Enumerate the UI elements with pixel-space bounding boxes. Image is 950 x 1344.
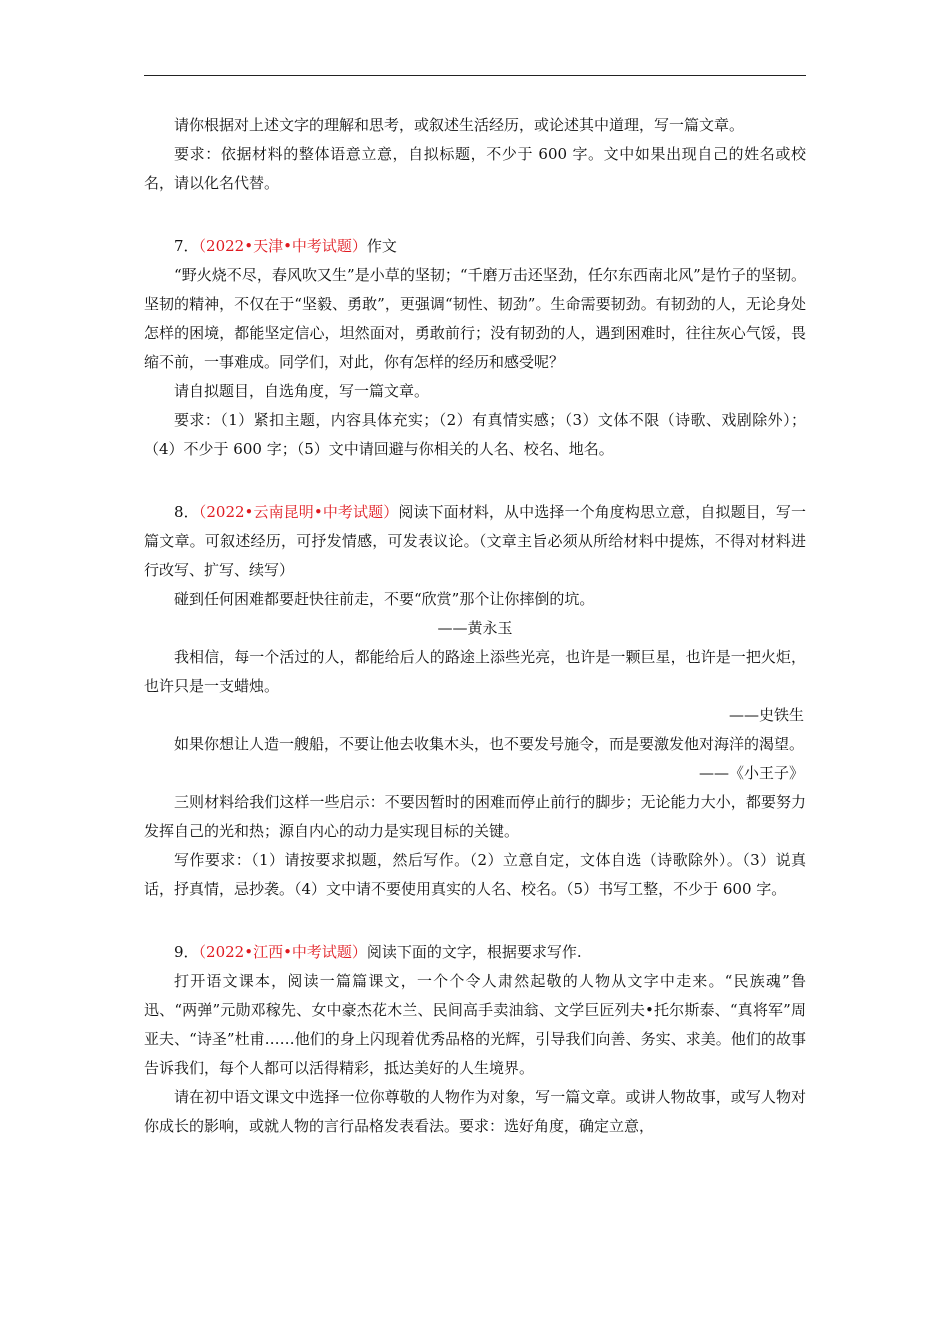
question-8-attribution-1: ——黄永玉 (437, 619, 513, 637)
header-rule (144, 75, 806, 76)
question-9-paragraph-1: 打开语文课本，阅读一篇篇课文，一个个令人肃然起敬的人物从文字中走来。“民族魂”鲁迅、“两弹”元勋邓稼先、女中豪杰花木兰、民间高手卖油翁、文学巨匠列夫•托尔斯泰、“真将军”周亚夫、“诗圣”杜甫……他们的身上闪现着优秀品格的光辉，引导我们向善、务实、求美。他们的故事告诉我们，每个人都可以活得精彩，抵达美好的人生境界。 (144, 972, 806, 1077)
document-body (144, 111, 806, 1141)
question-8-attribution-2: ——史铁生 (728, 706, 804, 724)
intro-paragraph-1: 请你根据对上述文字的理解和思考，或叙述生活经历，或论述其中道理，写一篇文章。 (174, 116, 745, 134)
question-8-requirements: 写作要求：（1）请按要求拟题，然后写作。（2）立意自定，文体自选（诗歌除外）。（3）说真话，抒真情，忌抄袭。（4）文中请不要使用真实的人名、校名。（5）书写工整，不少于 600 字。 (144, 851, 806, 898)
question-7-heading (144, 232, 806, 261)
question-7-source: （2022•天津•中考试题） (198, 237, 367, 255)
question-8-quote-3: 如果你想让人造一艘船，不要让他去收集木头，也不要发号施令，而是要激发他对海洋的渴望。 (174, 735, 805, 753)
question-8-title: 阅读下面材料，从中选择一个角度构思立意，自拟题目，写一篇文章。可叙述经历，可抒发情感，可发表议论。（文章主旨必须从所给材料中提炼，不得对材料进行改写、扩写、续写） (144, 503, 806, 579)
question-9-source: （2022•江西•中考试题） (198, 943, 367, 961)
question-8-number: 8． (174, 503, 199, 521)
question-9-title: 阅读下面的文字，根据要求写作. (366, 943, 582, 961)
question-7-paragraph-1: “野火烧不尽，春风吹又生”是小草的坚韧；“千磨万击还坚劲，任尔东西南北风”是竹子的坚韧。坚韧的精神，不仅在于“坚毅、勇敢”，更强调“韧性、韧劲”。生命需要韧劲。有韧劲的人，无论身处怎样的困境，都能坚定信心，坦然面对，勇敢前行；没有韧劲的人，遇到困难时，往往灰心气馁，畏缩不前，一事难成。同学们，对此，你有怎样的经历和感受呢？ (144, 266, 806, 371)
question-8-quote-2: 我相信，每一个活过的人，都能给后人的路途上添些光亮，也许是一颗巨星，也许是一把火炬，也许只是一支蜡烛。 (144, 648, 806, 695)
question-9-paragraph-2: 请在初中语文课文中选择一位你尊敬的人物作为对象，写一篇文章。或讲人物故事，或写人物对你成长的影响，或就人物的言行品格发表看法。要求：选好角度，确定立意， (144, 1088, 806, 1135)
question-8-heading (144, 498, 806, 585)
question-8-summary: 三则材料给我们这样一些启示：不要因暂时的困难而停止前行的脚步；无论能力大小，都要努力发挥自己的光和热；源自内心的动力是实现目标的关键。 (144, 793, 806, 840)
intro-paragraph-2: 要求：依据材料的整体语意立意，自拟标题，不少于 600 字。文中如果出现自己的姓名或校名，请以化名代替。 (144, 145, 806, 192)
question-9-heading (144, 938, 806, 967)
question-8-source: （2022•云南昆明•中考试题） (198, 503, 399, 521)
question-7-paragraph-2: 请自拟题目，自选角度，写一篇文章。 (174, 382, 430, 400)
question-9-number: 9． (174, 943, 199, 961)
question-7-title: 作文 (366, 237, 397, 255)
question-8-quote-1: 碰到任何困难都要赶快往前走，不要“欣赏”那个让你摔倒的坑。 (174, 590, 595, 608)
question-8-attribution-3: ——《小王子》 (698, 764, 804, 782)
question-7-number: 7． (174, 237, 199, 255)
question-7-requirements: 要求：（1）紧扣主题，内容具体充实；（2）有真情实感；（3）文体不限（诗歌、戏剧除外）；（4）不少于 600 字；（5）文中请回避与你相关的人名、校名、地名。 (144, 411, 806, 458)
